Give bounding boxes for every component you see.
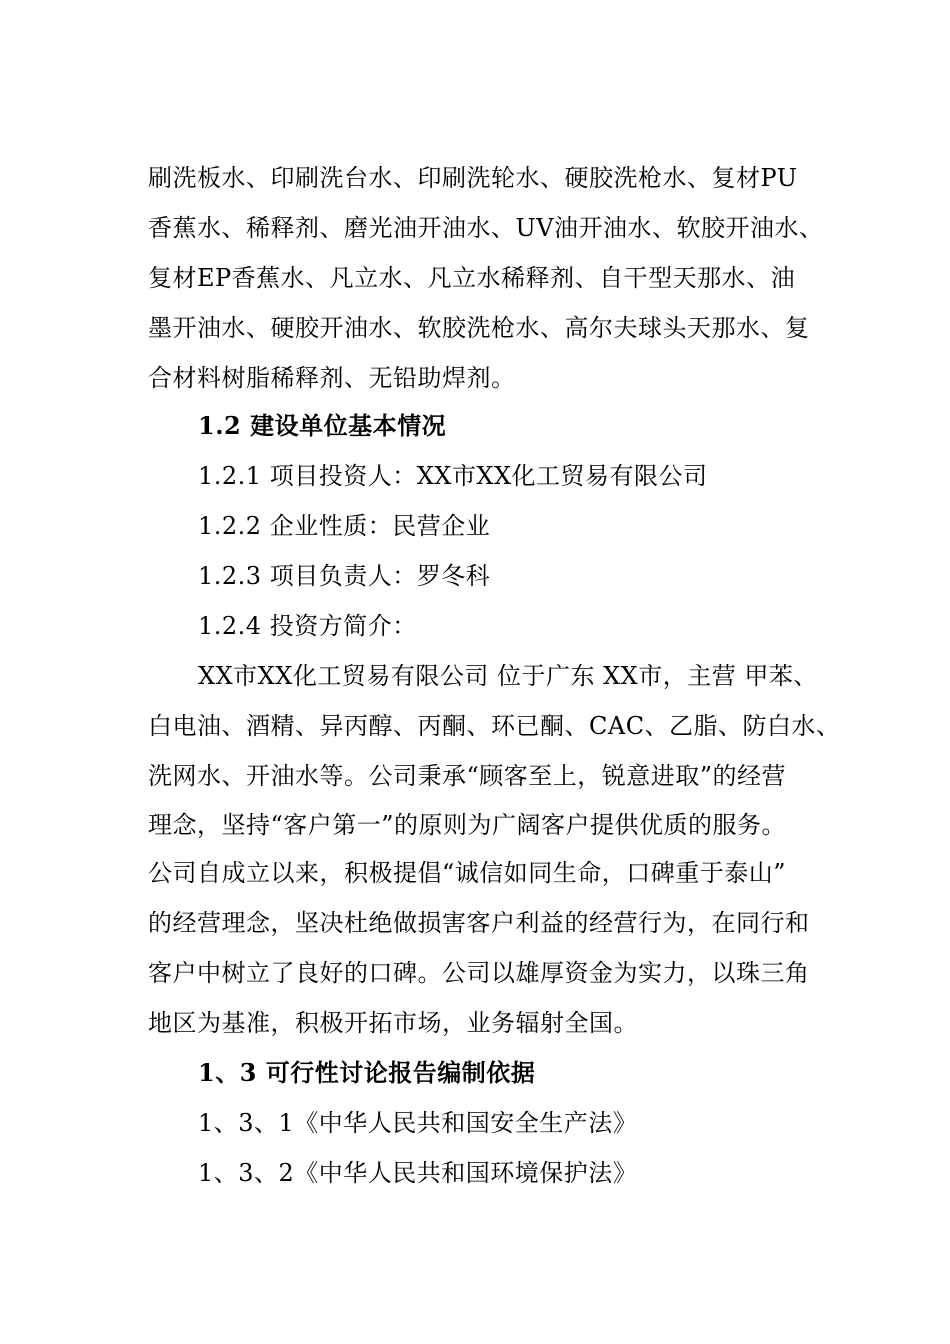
paragraph-line: 理念，坚持“客户第一”的原则为广阔客户提供优质的服务。 bbox=[148, 811, 787, 839]
list-item: 1、3、2《中华人民共和国环境保护法》 bbox=[198, 1159, 638, 1187]
list-item: 1.2.1 项目投资人：XX市XX化工贸易有限公司 bbox=[198, 462, 708, 490]
paragraph-line: 客户中树立了良好的口碑。公司以雄厚资金为实力，以珠三角 bbox=[148, 959, 810, 987]
paragraph-line: 公司自成立以来，积极提倡“诚信如同生命，口碑重于泰山” bbox=[148, 859, 787, 887]
paragraph-line: 洗网水、开油水等。公司秉承“顾客至上，锐意进取”的经营 bbox=[148, 762, 787, 790]
list-item: 1.2.2 企业性质：民营企业 bbox=[198, 512, 491, 540]
paragraph-line: 复材EP香蕉水、凡立水、凡立水稀释剂、自干型天那水、油 bbox=[148, 264, 796, 292]
paragraph-line: XX市XX化工贸易有限公司 位于广东 XX市，主营 甲苯、 bbox=[198, 662, 818, 690]
paragraph-line: 地区为基准，积极开拓市场，业务辐射全国。 bbox=[148, 1009, 638, 1037]
paragraph-line: 香蕉水、稀释剂、磨光油开油水、UV油开油水、软胶开油水、 bbox=[148, 214, 824, 242]
section-heading-1-3: 1、3 可行性讨论报告编制依据 bbox=[198, 1058, 536, 1087]
paragraph-line: 合材料树脂稀释剂、无铅助焊剂。 bbox=[148, 364, 516, 392]
paragraph-line: 的经营理念，坚决杜绝做损害客户利益的经营行为，在同行和 bbox=[148, 909, 810, 937]
section-heading-1-2: 1.2 建设单位基本情况 bbox=[198, 411, 447, 440]
paragraph-line: 刷洗板水、印刷洗台水、印刷洗轮水、硬胶洗枪水、复材PU bbox=[148, 164, 798, 192]
list-item: 1.2.4 投资方简介： bbox=[198, 612, 417, 640]
paragraph-line: 白电油、酒精、异丙醇、丙酮、环已酮、CAC、乙脂、防白水、 bbox=[148, 712, 841, 740]
list-item: 1、3、1《中华人民共和国安全生产法》 bbox=[198, 1109, 638, 1137]
list-item: 1.2.3 项目负责人：罗冬科 bbox=[198, 562, 491, 590]
paragraph-line: 墨开油水、硬胶开油水、软胶洗枪水、高尔夫球头天那水、复 bbox=[148, 314, 810, 342]
